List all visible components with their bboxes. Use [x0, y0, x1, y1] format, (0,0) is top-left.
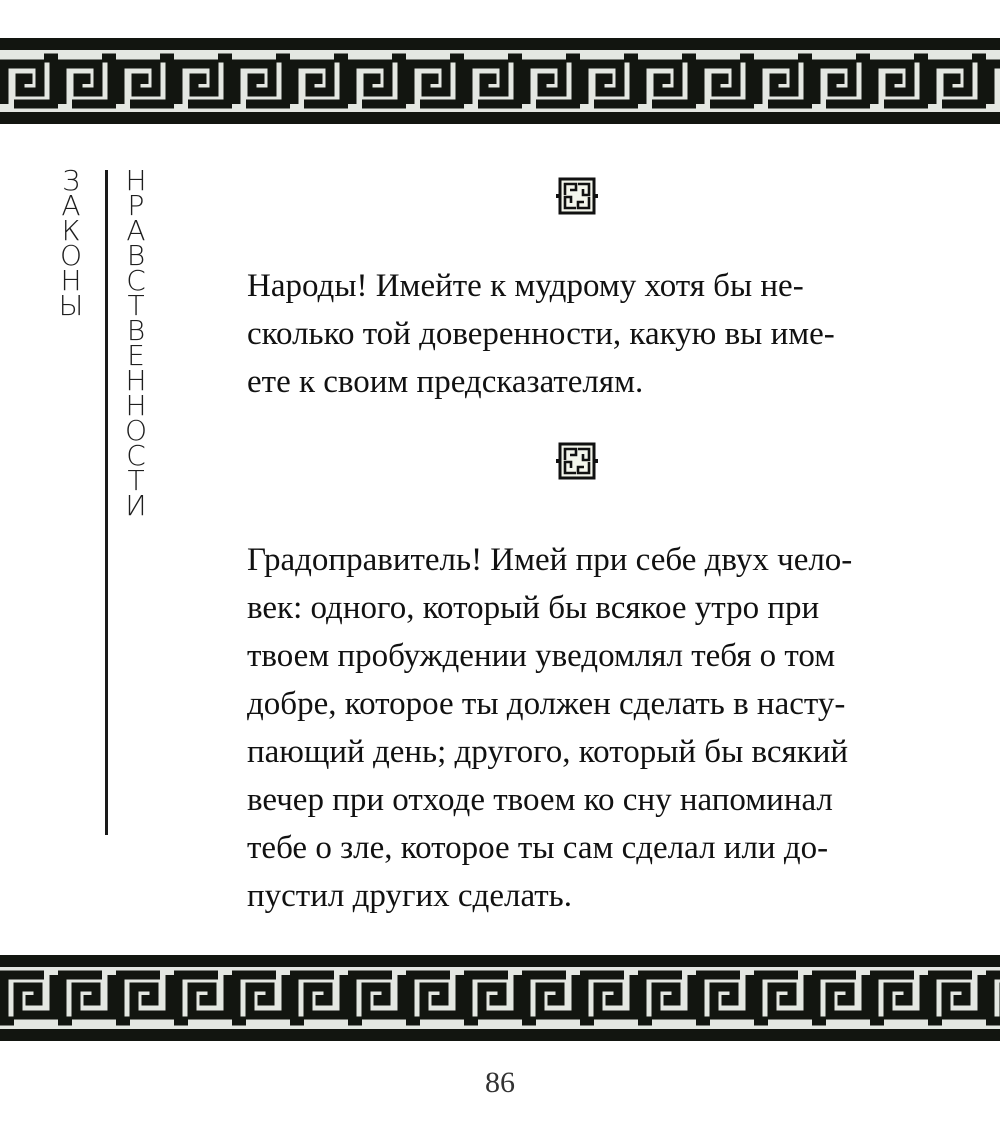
text-line: ете к своим предсказателям. — [247, 364, 644, 400]
text-line: сколько той доверенности, какую вы име- — [247, 316, 835, 352]
side-letter: С — [126, 439, 146, 472]
side-letter: З — [62, 164, 80, 197]
side-letter: В — [126, 239, 146, 272]
bottom-meander-border — [0, 955, 1000, 1041]
paragraph-1 — [247, 262, 923, 406]
side-letter: О — [59, 239, 83, 272]
side-letter: Н — [60, 264, 82, 297]
side-letter: И — [125, 489, 147, 522]
side-letter: А — [126, 214, 146, 247]
side-letter: О — [124, 414, 148, 447]
side-letter: Т — [127, 289, 145, 322]
text-line: тебе о зле, которое ты сам сделал или до- — [247, 830, 829, 866]
text-line: вечер при отходе твоем ко сну напоминал — [247, 782, 833, 818]
greek-key-meander-icon — [0, 955, 1000, 1041]
side-letter: Р — [127, 189, 145, 222]
side-letter: Ы — [58, 289, 84, 322]
side-letter: Н — [125, 364, 147, 397]
text-line: век: одного, который бы всякое утро при — [247, 590, 820, 626]
text-line: пустил других сделать. — [247, 878, 572, 914]
vertical-divider — [105, 170, 108, 835]
side-heading-zakony — [56, 164, 86, 322]
side-letter: Н — [125, 389, 147, 422]
text-line: Народы! Имейте к мудрому хотя бы не- — [247, 268, 804, 304]
paragraph-2 — [247, 536, 923, 920]
side-letter: Т — [127, 464, 145, 497]
top-meander-border — [0, 38, 1000, 124]
text-line: пающий день; другого, который бы всякий — [247, 734, 849, 770]
side-letter: С — [126, 264, 146, 297]
page-number: 86 — [485, 1066, 515, 1099]
side-letter: Е — [127, 339, 145, 372]
text-line: добре, которое ты должен сделать в насту- — [247, 686, 846, 722]
side-letter: В — [126, 314, 146, 347]
square-knot-ornament-icon — [556, 175, 598, 217]
side-heading-nravstvennosti — [121, 164, 151, 522]
side-letter: А — [61, 189, 81, 222]
side-letter: Н — [125, 164, 147, 197]
square-knot-ornament-icon — [556, 440, 598, 482]
text-line: Градоправитель! Имей при себе двух чело- — [247, 542, 853, 578]
text-line: твоем пробуждении уведомлял тебя о том — [247, 638, 836, 674]
side-letter: К — [61, 214, 81, 247]
greek-key-meander-icon — [0, 38, 1000, 124]
